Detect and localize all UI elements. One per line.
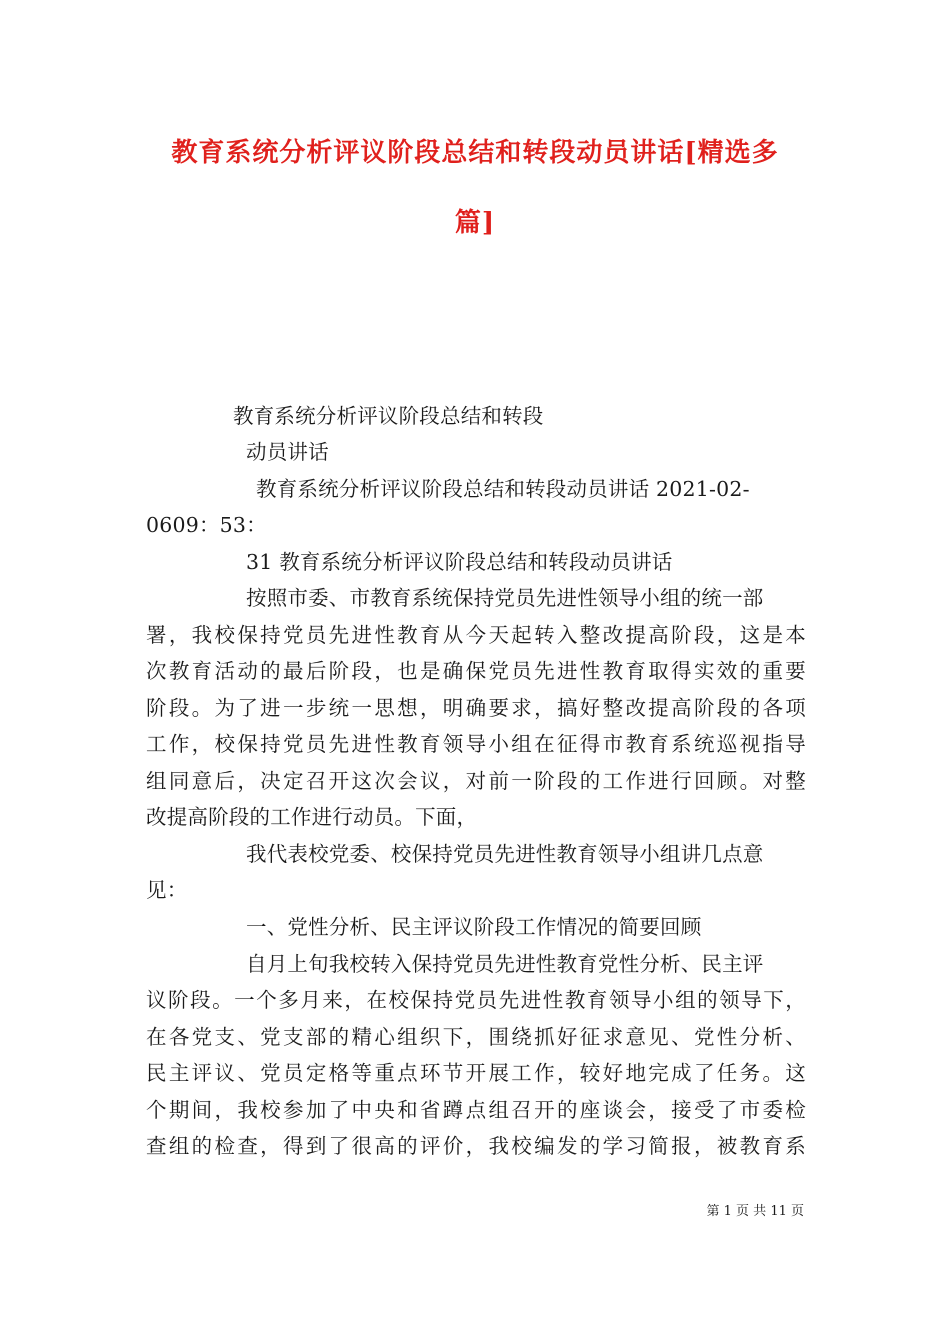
page-number-footer: 第 1 页 共 11 页 [706,1204,804,1219]
paragraph-line: 我代表校党委、校保持党员先进性教育领导小组讲几点意 [246,842,764,866]
paragraph-line: 查组的检查，得到了很高的评价，我校编发的学习简报，被教育系 [146,1134,806,1158]
subtitle-line-1: 教育系统分析评议阶段总结和转段 [233,404,544,428]
paragraph-line: 自月上旬我校转入保持党员先进性教育党性分析、民主评 [246,952,764,976]
date-line: 教育系统分析评议阶段总结和转段动员讲话 2021-02- [256,477,750,501]
paragraph-line: 组同意后，决定召开这次会议，对前一阶段的工作进行回顾。对整 [146,769,806,793]
subtitle-line-2: 动员讲话 [246,440,329,464]
paragraph-line: 在各党支、党支部的精心组织下，围绕抓好征求意见、党性分析、 [146,1025,806,1049]
paragraph-line: 署，我校保持党员先进性教育从今天起转入整改提高阶段，这是本 [146,623,806,647]
section-heading: 一、党性分析、民主评议阶段工作情况的简要回顾 [246,915,702,939]
paragraph-line: 工作，校保持党员先进性教育领导小组在征得市教育系统巡视指导 [146,732,806,756]
paragraph-line: 个期间，我校参加了中央和省蹲点组召开的座谈会，接受了市委检 [146,1098,806,1122]
time-line: 0609：53： [146,513,267,537]
paragraph-line: 议阶段。一个多月来，在校保持党员先进性教育领导小组的领导下， [146,988,806,1012]
document-title-line-2: 篇] [454,208,496,238]
heading-line: 31 教育系统分析评议阶段总结和转段动员讲话 [246,550,673,574]
paragraph-line: 改提高阶段的工作进行动员。下面， [146,805,478,829]
paragraph-line: 次教育活动的最后阶段，也是确保党员先进性教育取得实效的重要 [146,659,806,683]
paragraph-line: 按照市委、市教育系统保持党员先进性领导小组的统一部 [246,586,764,610]
paragraph-line: 民主评议、党员定格等重点环节开展工作，较好地完成了任务。这 [146,1061,806,1085]
paragraph-line: 阶段。为了进一步统一思想，明确要求，搞好整改提高阶段的各项 [146,696,806,720]
document-title-line-1: 教育系统分析评议阶段总结和转段动员讲话[精选多 [171,138,779,168]
paragraph-line: 见： [146,878,188,902]
